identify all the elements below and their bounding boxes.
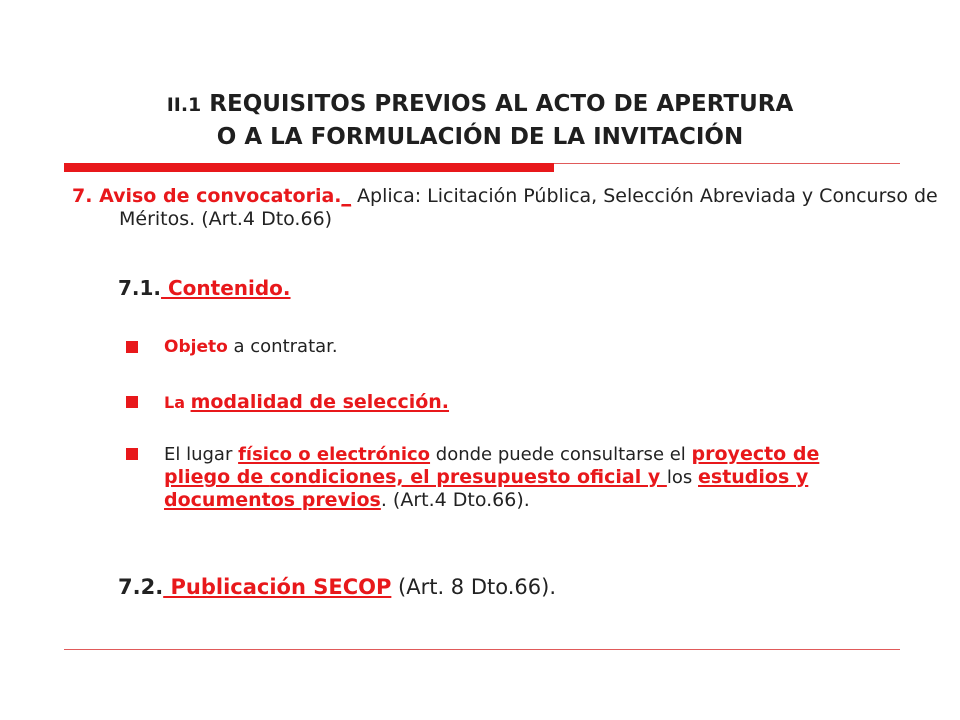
title-line-2: O A LA FORMULACIÓN DE LA INVITACIÓN bbox=[216, 124, 744, 150]
section-7-gap: _ bbox=[341, 185, 351, 207]
title-line-1-text: REQUISITOS PREVIOS AL ACTO DE APERTURA bbox=[201, 91, 794, 117]
title-divider-accent bbox=[64, 163, 554, 172]
section-7-1-number: 7.1. bbox=[118, 276, 162, 300]
bullet-lugar-ref: . (Art.4 Dto.66). bbox=[380, 489, 530, 511]
bullet-lugar bbox=[126, 443, 864, 512]
title-prefix: II.1 bbox=[166, 94, 202, 116]
bullet-modalidad-link: modalidad de selección. bbox=[190, 391, 450, 413]
section-7-2-heading bbox=[118, 575, 556, 599]
bullet-lugar-estudios: estudios y documentos previos bbox=[164, 466, 809, 511]
slide-title bbox=[40, 88, 920, 153]
bullet-lugar-text-1: El lugar bbox=[164, 444, 239, 465]
bullet-modalidad bbox=[126, 391, 924, 414]
bullet-lugar-text-2: donde puede consultarse el bbox=[430, 444, 692, 465]
bullet-objeto bbox=[126, 336, 924, 358]
section-7-body: Aplica: Licitación Pública, Selección Abreviada y Concurso de Méritos. (Art.4 Dto.66) bbox=[119, 185, 938, 230]
bottom-divider bbox=[64, 649, 900, 650]
section-7-1-title: Contenido. bbox=[161, 276, 291, 300]
section-7-number: 7. bbox=[72, 185, 93, 207]
bullet-lugar-fisico: físico o electrónico bbox=[238, 444, 431, 465]
section-7-1-heading bbox=[118, 276, 291, 300]
section-7-paragraph bbox=[72, 185, 959, 231]
bullet-lugar-condiciones: condiciones, el presupuesto oficial y bbox=[269, 466, 667, 488]
bullet-objeto-text: a contratar. bbox=[227, 336, 338, 357]
section-7-2-ref: (Art. 8 Dto.66). bbox=[391, 575, 556, 599]
bullet-lugar-pliego: proyecto de pliego de bbox=[164, 443, 820, 488]
title-line-1 bbox=[40, 88, 920, 121]
section-7-2-title: Publicación SECOP bbox=[163, 575, 392, 599]
section-7-heading: Aviso de convocatoria. bbox=[92, 185, 342, 207]
bullet-lugar-text-4: los bbox=[666, 467, 698, 488]
bullet-objeto-strong: Objeto bbox=[164, 337, 228, 357]
bullet-modalidad-prefix: La bbox=[164, 393, 191, 412]
section-7-2-number: 7.2. bbox=[118, 575, 164, 599]
